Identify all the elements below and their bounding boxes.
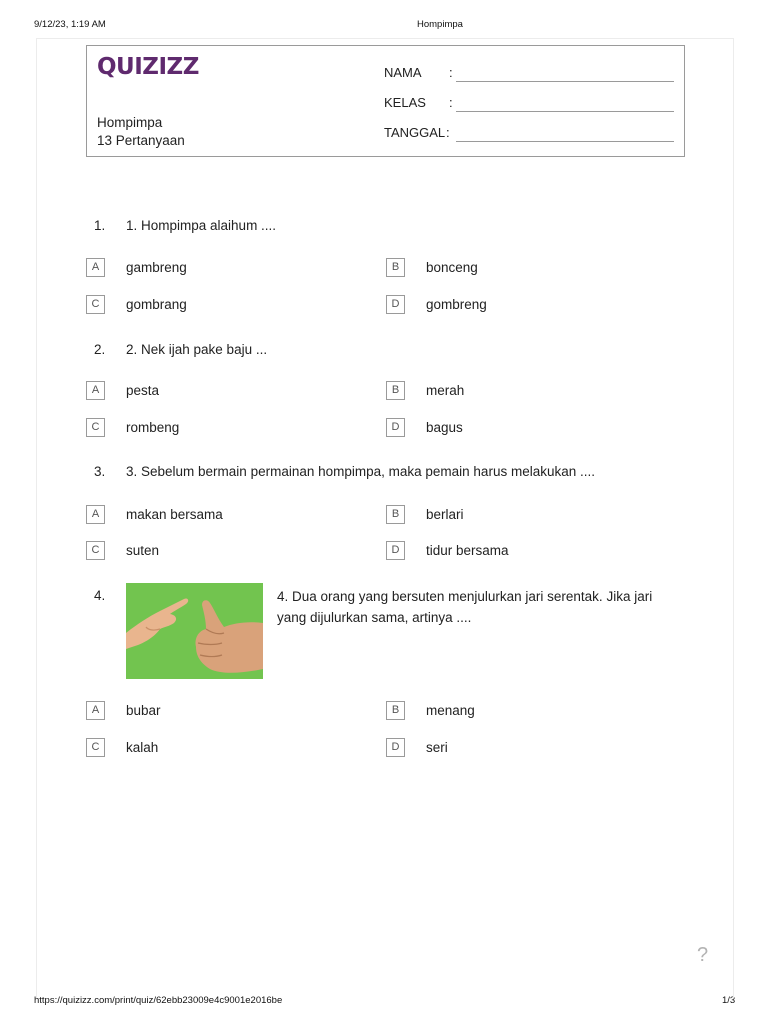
question-text: 2. Nek ijah pake baju ... xyxy=(126,342,268,357)
option-text: kalah xyxy=(126,740,159,755)
option-letter-box[interactable]: D xyxy=(386,295,405,314)
option-text: gombrang xyxy=(126,297,187,312)
field-separator: : xyxy=(449,65,453,80)
field-label: NAMA xyxy=(384,65,422,80)
quiz-title: Hompimpa xyxy=(97,115,163,130)
question-number: 1. xyxy=(94,218,106,233)
option-text: seri xyxy=(426,740,448,755)
option-text: merah xyxy=(426,383,465,398)
question-mark-icon[interactable]: ? xyxy=(697,944,709,966)
option-text: bubar xyxy=(126,703,161,718)
field-line[interactable] xyxy=(456,111,674,112)
option-letter-box[interactable]: A xyxy=(86,701,105,720)
option-letter-box[interactable]: C xyxy=(86,295,105,314)
question-text: 3. Sebelum bermain permainan hompimpa, maka pemain harus melakukan .... xyxy=(126,464,595,479)
print-datetime: 9/12/23, 1:19 AM xyxy=(34,19,106,30)
question-number: 2. xyxy=(94,342,106,357)
question-text: 4. Dua orang yang bersuten menjulurkan jari serentak. Jika jari yang dijulurkan sama, artinya .... xyxy=(277,589,653,625)
option-letter-box[interactable]: C xyxy=(86,418,105,437)
field-separator: : xyxy=(446,125,450,140)
option-letter-box[interactable]: B xyxy=(386,505,405,524)
field-label: TANGGAL xyxy=(384,125,446,140)
option-letter-box[interactable]: D xyxy=(386,541,405,560)
question-count: 13 Pertanyaan xyxy=(97,133,185,148)
field-label: KELAS xyxy=(384,95,426,110)
print-page-number: 1/3 xyxy=(722,995,736,1006)
question-number: 4. xyxy=(94,588,106,603)
option-text: makan bersama xyxy=(126,507,223,522)
option-letter-box[interactable]: B xyxy=(386,258,405,277)
option-text: gambreng xyxy=(126,260,187,275)
hands-suten-photo xyxy=(126,583,263,679)
question-number: 3. xyxy=(94,464,106,479)
print-title: Hompimpa xyxy=(417,19,463,30)
worksheet-header xyxy=(86,45,685,157)
option-text: gombreng xyxy=(426,297,487,312)
field-line[interactable] xyxy=(456,81,674,82)
option-text: pesta xyxy=(126,383,160,398)
option-letter-box[interactable]: B xyxy=(386,381,405,400)
option-letter-box[interactable]: C xyxy=(86,738,105,757)
field-tanggal xyxy=(384,125,674,145)
option-text: rombeng xyxy=(126,420,180,435)
option-letter-box[interactable]: D xyxy=(386,418,405,437)
field-nama xyxy=(384,65,674,85)
option-letter-box[interactable]: A xyxy=(86,505,105,524)
option-letter-box[interactable]: C xyxy=(86,541,105,560)
option-letter-box[interactable]: B xyxy=(386,701,405,720)
option-letter-box[interactable]: A xyxy=(86,258,105,277)
field-kelas xyxy=(384,95,674,115)
quizizz-logo: QUIZIZZ xyxy=(97,54,199,80)
option-text: tidur bersama xyxy=(426,543,509,558)
option-letter-box[interactable]: D xyxy=(386,738,405,757)
option-text: bagus xyxy=(426,420,463,435)
option-letter-box[interactable]: A xyxy=(86,381,105,400)
question-text: 1. Hompimpa alaihum .... xyxy=(126,218,277,233)
option-text: bonceng xyxy=(426,260,478,275)
option-text: berlari xyxy=(426,507,464,522)
field-separator: : xyxy=(449,95,453,110)
field-line[interactable] xyxy=(456,141,674,142)
option-text: suten xyxy=(126,543,160,558)
option-text: menang xyxy=(426,703,475,718)
print-url[interactable]: https://quizizz.com/print/quiz/62ebb23009e4c9001e2016be xyxy=(34,995,283,1006)
